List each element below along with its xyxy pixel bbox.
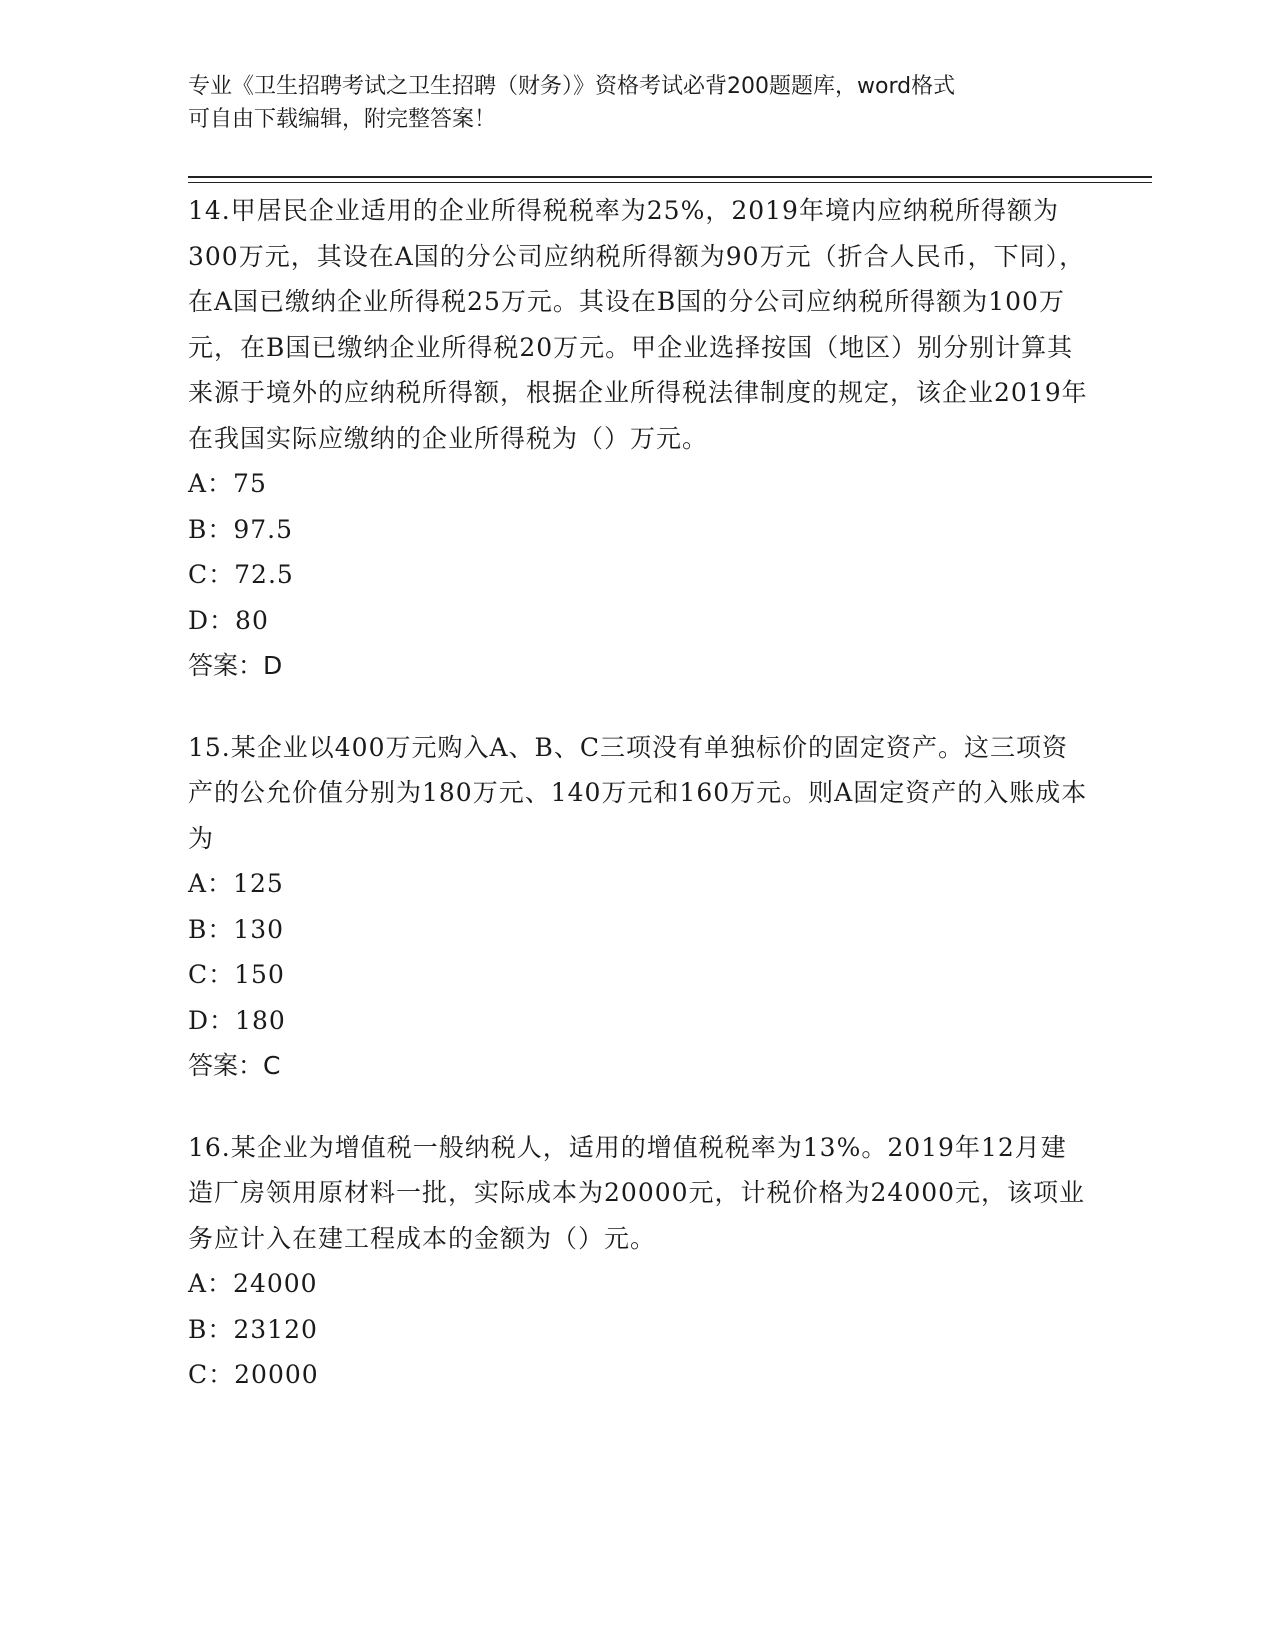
option-d: D：180: [188, 1005, 286, 1035]
question-stem: 15.某企业以400万元购入A、B、C三项没有单独标价的固定资产。这三项资产的公允价值分别为180万元、140万元和160万元。则A固定资产的入账成本为: [188, 732, 1088, 853]
option-a: A：75: [188, 469, 267, 498]
option-b: B：130: [188, 914, 285, 944]
header-divider-bottom: [188, 182, 1152, 183]
option-d: D：80: [188, 605, 269, 635]
answer: 答案：C: [188, 1051, 281, 1080]
question-15: [188, 725, 1088, 1089]
question-16: [188, 1125, 1088, 1398]
question-stem: 16.某企业为增值税一般纳税人，适用的增值税税率为13%。2019年12月建造厂房领用原材料一批，实际成本为20000元，计税价格为24000元，该项业务应计入在建工程成本的金额为（）元。: [188, 1132, 1086, 1253]
document-header: [188, 70, 1068, 136]
option-a: A：24000: [188, 1269, 318, 1298]
question-stem: 14.甲居民企业适用的企业所得税税率为25%，2019年境内应纳税所得额为300万元，其设在A国的分公司应纳税所得额为90万元（折合人民币，下同），在A国已缴纳企业所得税25万元。其设在B国的分公司应纳税所得额为100万元，在B国已缴纳企业所得税20万元。甲企业选择按国（地区）别分别计算其来源于境外的应纳税所得额，根据企业所得税法律制度的规定，该企业2019年在我国实际应缴纳的企业所得税为（）万元。: [188, 196, 1088, 453]
option-b: B：23120: [188, 1314, 318, 1344]
option-a: A：125: [188, 869, 284, 898]
question-14: [188, 188, 1088, 689]
option-c: C：20000: [188, 1360, 319, 1389]
header-line-1: 专业《卫生招聘考试之卫生招聘（财务）》资格考试必背200题题库，word格式: [188, 74, 956, 99]
header-divider-top: [188, 176, 1152, 178]
option-b: B：97.5: [188, 514, 294, 544]
answer: 答案：D: [188, 651, 283, 680]
option-c: C：72.5: [188, 560, 294, 589]
header-line-2: 可自由下载编辑，附完整答案！: [188, 107, 497, 132]
option-c: C：150: [188, 960, 285, 989]
question-list: [188, 188, 1088, 1434]
